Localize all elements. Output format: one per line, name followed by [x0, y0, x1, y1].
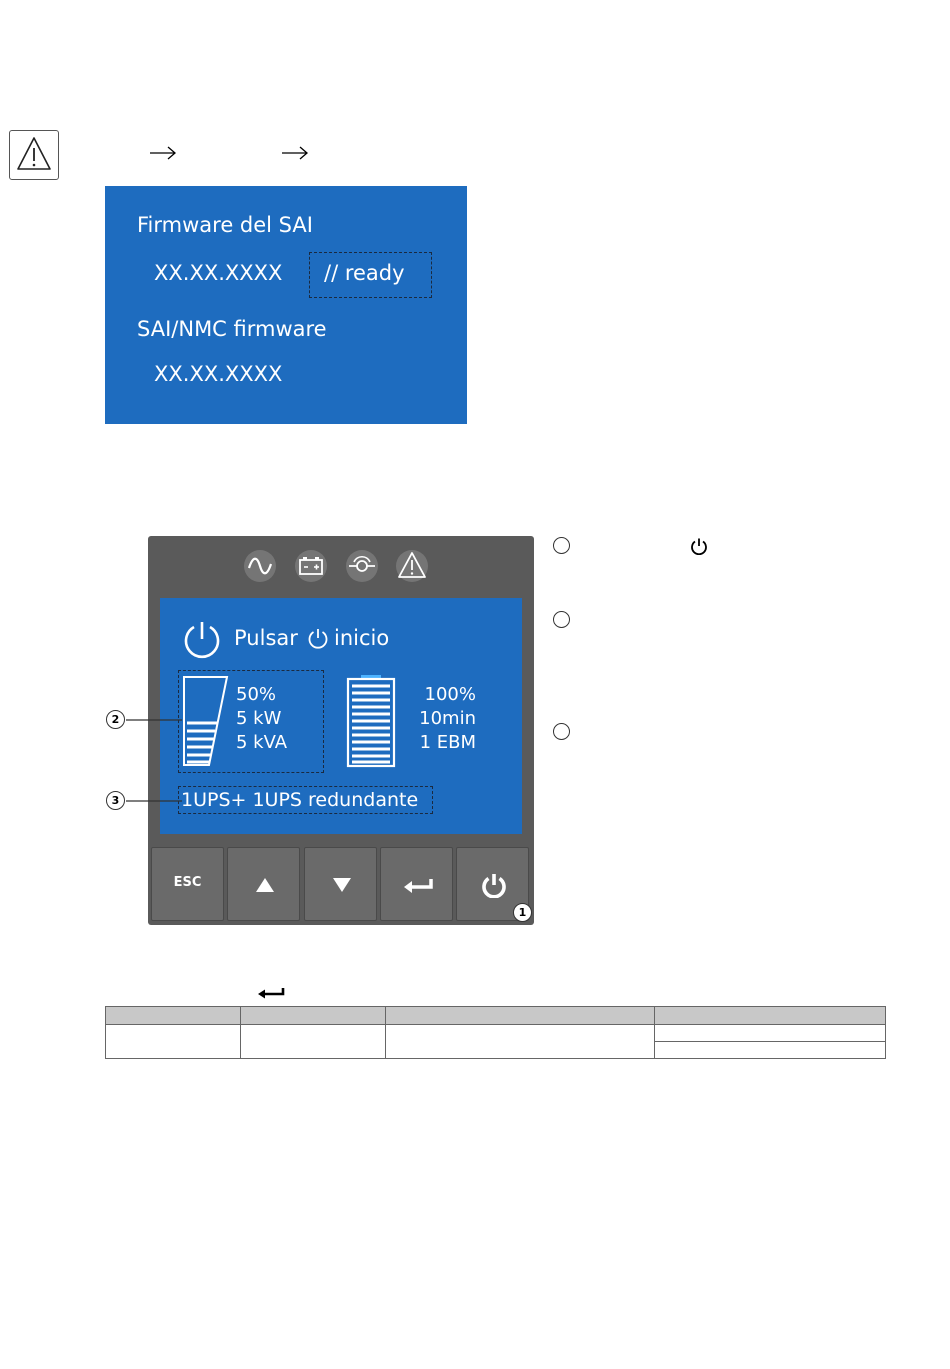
power-icon: [181, 619, 223, 661]
up-arrow-icon: [256, 878, 274, 892]
ups-firmware-title: Firmware del SAI: [137, 213, 313, 237]
enter-icon: [257, 986, 285, 1000]
status-led-row: [242, 548, 432, 584]
load-bar-icon: [183, 676, 229, 766]
callout-1: 1: [513, 903, 532, 922]
ac-input-icon: [244, 550, 276, 582]
table-header-row: [106, 1007, 886, 1025]
enter-icon: [402, 875, 434, 895]
breadcrumb-arrow-icon: [149, 141, 177, 165]
start-prompt-text: Pulsar: [234, 626, 298, 650]
breadcrumb-arrow-icon: [281, 141, 309, 165]
enter-button[interactable]: [380, 847, 453, 921]
nmc-firmware-version: XX.XX.XXXX: [154, 362, 283, 386]
start-prompt-suffix: inicio: [334, 626, 390, 650]
down-arrow-icon: [333, 878, 351, 892]
warning-icon: [10, 131, 58, 179]
callout-2: 2: [106, 710, 125, 729]
esc-button[interactable]: [151, 847, 224, 921]
battery-percent: 100%: [424, 684, 476, 705]
load-percent: 50%: [236, 684, 277, 705]
power-icon: [690, 537, 708, 555]
legend-marker-3: [553, 723, 570, 740]
lcd-screen: [160, 598, 522, 834]
table-header-cell: [106, 1007, 241, 1025]
power-icon: [307, 627, 329, 649]
table-cell: [655, 1025, 886, 1042]
alarm-icon: [396, 550, 428, 582]
callout-3: 3: [106, 791, 125, 810]
table-header-cell: [386, 1007, 655, 1025]
firmware-status: // ready: [324, 261, 405, 285]
firmware-screen: [105, 186, 467, 424]
settings-table: [105, 1006, 886, 1059]
battery-level-icon: [346, 674, 396, 768]
table-header-cell: [241, 1007, 386, 1025]
table-cell: [106, 1025, 241, 1059]
battery-runtime: 10min: [419, 708, 476, 729]
battery-icon: [295, 550, 327, 582]
table-cell: [386, 1025, 655, 1059]
up-button[interactable]: [227, 847, 300, 921]
table-cell: [241, 1025, 386, 1059]
callout-leader-line: [126, 799, 182, 803]
battery-ebm: 1 EBM: [419, 732, 476, 753]
legend-marker-2: [553, 611, 570, 628]
table-header-cell: [655, 1007, 886, 1025]
load-kw: 5 kW: [236, 708, 282, 729]
ups-firmware-version: XX.XX.XXXX: [154, 261, 283, 285]
esc-button-label: ESC: [173, 875, 202, 890]
table-cell: [655, 1042, 886, 1059]
redundancy-text: 1UPS+ 1UPS redundante: [181, 789, 419, 811]
power-icon: [481, 872, 507, 898]
ups-control-panel: [148, 536, 534, 925]
warning-note-box: [9, 130, 59, 180]
bypass-icon: [346, 550, 378, 582]
load-kva: 5 kVA: [236, 732, 288, 753]
nmc-firmware-title: SAI/NMC firmware: [137, 317, 327, 341]
table-row: [106, 1025, 886, 1042]
down-button[interactable]: [304, 847, 377, 921]
legend-marker-1: [553, 537, 570, 554]
callout-leader-line: [126, 718, 182, 722]
